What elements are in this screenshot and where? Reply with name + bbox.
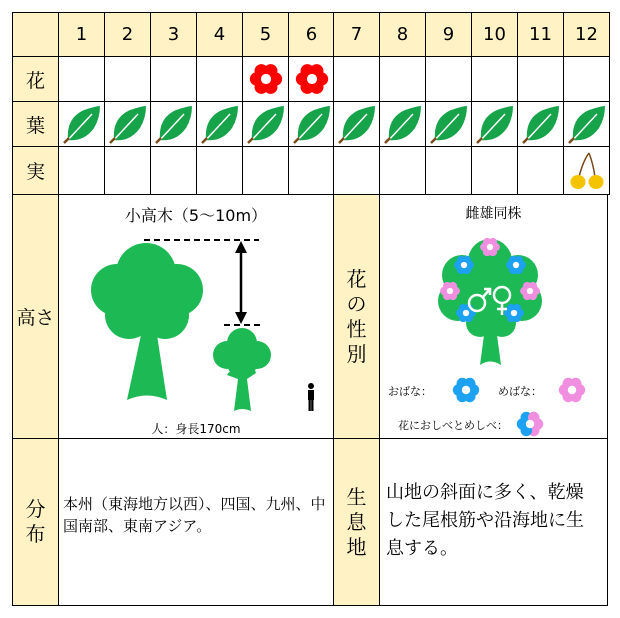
distribution-text: 本州（東海地方以西）、四国、九州、中国南部、東南アジア。	[58, 438, 334, 606]
monoecious-tree-diagram	[380, 195, 607, 438]
height-illustration-cell	[58, 194, 334, 439]
green-leaf-icon	[200, 104, 240, 144]
flower-month-cell	[425, 56, 472, 102]
male-flower-icon	[453, 378, 479, 402]
red-flower-icon	[249, 62, 283, 96]
flower-month-cell	[196, 56, 243, 102]
fruit-month-cell	[288, 146, 335, 195]
leaf-month-cell	[288, 101, 335, 147]
flower-sex-cell	[379, 194, 608, 439]
month-header: 4	[196, 12, 243, 57]
leaf-month-cell	[150, 101, 197, 147]
label-char: の	[346, 291, 367, 316]
flower-month-cell	[242, 56, 289, 102]
green-leaf-icon	[337, 104, 377, 144]
flower-month-cell	[563, 56, 610, 102]
habitat-text: 山地の斜面に多く、乾燥した尾根筋や沿海地に生息する。	[379, 438, 608, 606]
fruit-month-cell	[471, 146, 518, 195]
label-char: 花	[346, 266, 367, 291]
fruit-month-cell	[58, 146, 105, 195]
fruit-month-cell	[150, 146, 197, 195]
flower-month-cell	[379, 56, 426, 102]
bisexual-flower-icon	[517, 412, 543, 436]
small-tree-icon	[213, 328, 271, 411]
habitat-label	[333, 438, 380, 606]
height-diagram	[59, 195, 333, 438]
corner-cell	[12, 12, 59, 57]
fruit-month-cell	[104, 146, 151, 195]
large-tree-icon	[91, 243, 203, 400]
month-header: 6	[288, 12, 335, 57]
month-header: 2	[104, 12, 151, 57]
leaf-month-cell	[471, 101, 518, 147]
label-char: 別	[346, 341, 367, 366]
plant-info-table	[12, 12, 608, 606]
person-icon	[308, 383, 314, 411]
row-label-height: 高さ	[12, 194, 59, 439]
month-header: 9	[425, 12, 472, 57]
green-leaf-icon	[429, 104, 469, 144]
leaf-month-cell	[104, 101, 151, 147]
flower-month-cell	[333, 56, 380, 102]
label-char: 性	[346, 316, 367, 341]
fruit-month-cell	[242, 146, 289, 195]
fruit-month-cell	[196, 146, 243, 195]
leaf-month-cell	[379, 101, 426, 147]
month-header: 5	[242, 12, 289, 57]
leaf-month-cell	[196, 101, 243, 147]
label-char: 分	[25, 497, 46, 521]
bisexual-flower-label: 花におしべとめしべ：	[398, 419, 508, 432]
fruit-month-cell	[563, 146, 610, 195]
green-leaf-icon	[292, 104, 332, 144]
green-leaf-icon	[567, 104, 607, 144]
red-flower-icon	[295, 62, 329, 96]
label-char: 地	[346, 534, 367, 559]
cherry-fruit-icon	[569, 151, 605, 191]
month-header: 3	[150, 12, 197, 57]
flower-month-cell	[58, 56, 105, 102]
fruit-month-cell	[425, 146, 472, 195]
green-leaf-icon	[246, 104, 286, 144]
flower-month-cell	[288, 56, 335, 102]
month-header: 11	[517, 12, 564, 57]
fruit-month-cell	[333, 146, 380, 195]
month-header: 10	[471, 12, 518, 57]
row-label-fruit: 実	[12, 146, 59, 195]
label-char: 生	[346, 484, 367, 509]
leaf-month-cell	[563, 101, 610, 147]
flower-month-cell	[471, 56, 518, 102]
flower-month-cell	[104, 56, 151, 102]
distribution-label	[12, 438, 59, 606]
flower-sex-label	[333, 194, 380, 439]
leaf-month-cell	[242, 101, 289, 147]
month-header: 8	[379, 12, 426, 57]
flower-sex-title: 雌雄同株	[465, 206, 522, 222]
flower-month-cell	[517, 56, 564, 102]
female-flower-label: めばな：	[498, 385, 542, 398]
green-leaf-icon	[383, 104, 423, 144]
monoecious-tree-icon	[438, 239, 542, 365]
leaf-month-cell	[425, 101, 472, 147]
height-title: 小高木（5～10m）	[124, 206, 268, 225]
row-label-leaf: 葉	[12, 101, 59, 147]
month-header: 1	[58, 12, 105, 57]
leaf-month-cell	[333, 101, 380, 147]
leaf-month-cell	[58, 101, 105, 147]
green-leaf-icon	[521, 104, 561, 144]
green-leaf-icon	[154, 104, 194, 144]
leaf-month-cell	[517, 101, 564, 147]
label-char: 息	[346, 509, 367, 534]
label-char: 布	[25, 522, 46, 546]
fruit-month-cell	[517, 146, 564, 195]
person-caption: 人：身長170cm	[151, 422, 241, 436]
month-header: 7	[333, 12, 380, 57]
green-leaf-icon	[108, 104, 148, 144]
fruit-month-cell	[379, 146, 426, 195]
month-header: 12	[563, 12, 610, 57]
flower-month-cell	[150, 56, 197, 102]
green-leaf-icon	[475, 104, 515, 144]
row-label-flower: 花	[12, 56, 59, 102]
green-leaf-icon	[62, 104, 102, 144]
male-flower-label: おばな：	[388, 385, 432, 398]
female-flower-icon	[559, 378, 585, 402]
